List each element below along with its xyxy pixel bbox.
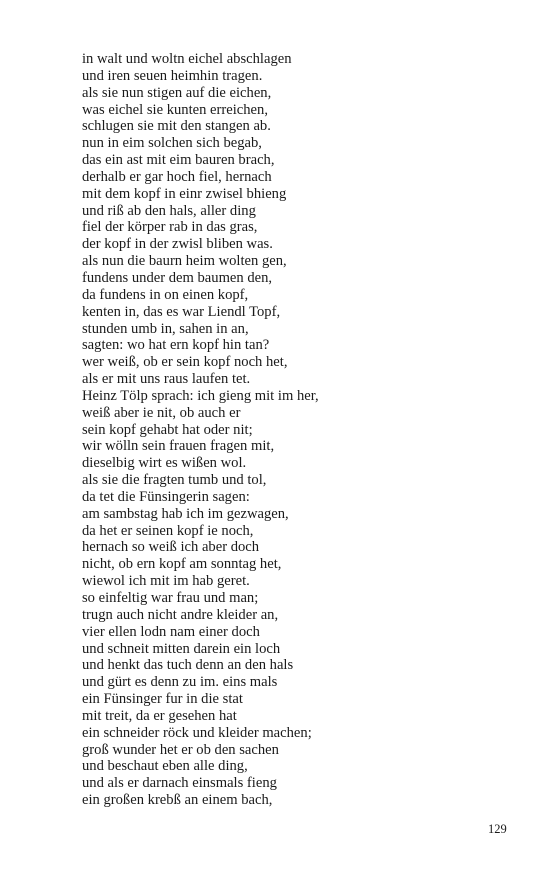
poem-line: ein schneider röck und kleider machen; (82, 724, 312, 741)
poem-line: am sambstag hab ich im gezwagen, (82, 505, 289, 522)
poem-line: der kopf in der zwisl bliben was. (82, 236, 273, 253)
poem-line: mit treit, da er gesehen hat (82, 707, 237, 724)
poem-line: mit dem kopf in einr zwisel bhieng (82, 185, 287, 202)
poem-line: da het er seinen kopf ie noch, (82, 522, 254, 539)
poem-line: derhalb er gar hoch fiel, hernach (82, 168, 272, 185)
poem-line: da tet die Fünsingerin sagen: (82, 488, 250, 505)
poem-line: wer weiß, ob er sein kopf noch het, (82, 354, 288, 371)
poem-line: und henkt das tuch denn an den hals (82, 657, 294, 674)
poem-line: da fundens in on einen kopf, (82, 286, 249, 303)
poem-line: das ein ast mit eim bauren brach, (82, 152, 275, 169)
poem-line: so einfeltig war frau und man; (82, 590, 259, 606)
poem-line: in walt und woltn eichel abschlagen (82, 51, 292, 67)
poem-line: und iren seuen heimhin tragen. (82, 67, 263, 84)
poem-line: stunden umb in, sahen in an, (82, 320, 249, 337)
poem-line: nun in eim solchen sich begab, (82, 135, 262, 152)
poem-line: dieselbig wirt es wißen wol. (82, 455, 247, 472)
poem-line: groß wunder het er ob den sachen (82, 741, 279, 758)
poem-line: Heinz Tölp sprach: ich gieng mit im her, (82, 387, 319, 404)
poem-line: und schneit mitten darein ein loch (82, 640, 281, 657)
poem-line: sagten: wo hat ern kopf hin tan? (82, 337, 270, 354)
poem-line: hernach so weiß ich aber doch (82, 539, 260, 556)
poem-line: was eichel sie kunten erreichen, (82, 101, 268, 118)
poem-line: weiß aber ie nit, ob auch er (82, 404, 241, 421)
poem-line: und beschaut eben alle ding, (82, 758, 248, 775)
poem-line: und riß ab den hals, aller ding (82, 202, 256, 219)
poem-line: als er mit uns raus laufen tet. (82, 371, 251, 388)
poem-line: vier ellen lodn nam einer doch (82, 623, 260, 640)
poem-line: und gürt es denn zu im. eins mals (82, 674, 278, 691)
poem-line: als sie nun stigen auf die eichen, (82, 84, 272, 101)
poem-line: nicht, ob ern kopf am sonntag het, (82, 556, 282, 573)
poem-line: und als er darnach einsmals fieng (82, 775, 277, 792)
page-number: 129 (488, 822, 507, 836)
poem-line: sein kopf gehabt hat oder nit; (82, 421, 253, 438)
poem-line: ein Fünsinger fur in die stat (82, 691, 243, 708)
poem-line: als sie die fragten tumb und tol, (82, 472, 267, 489)
poem-line: als nun die baurn heim wolten gen, (82, 253, 287, 270)
poem-line: trugn auch nicht andre kleider an, (82, 606, 279, 623)
poem-text (82, 51, 319, 809)
poem-line: fundens under dem baumen den, (82, 269, 273, 286)
poem-line: schlugen sie mit den stangen ab. (82, 118, 271, 135)
poem-line: ein großen krebß an einem bach, (82, 792, 273, 809)
poem-line: wiewol ich mit im hab geret. (82, 573, 250, 590)
poem-line: kenten in, das es war Liendl Topf, (82, 303, 281, 320)
poem-line: wir wölln sein frauen fragen mit, (82, 438, 275, 455)
poem-line: fiel der körper rab in das gras, (82, 219, 258, 236)
